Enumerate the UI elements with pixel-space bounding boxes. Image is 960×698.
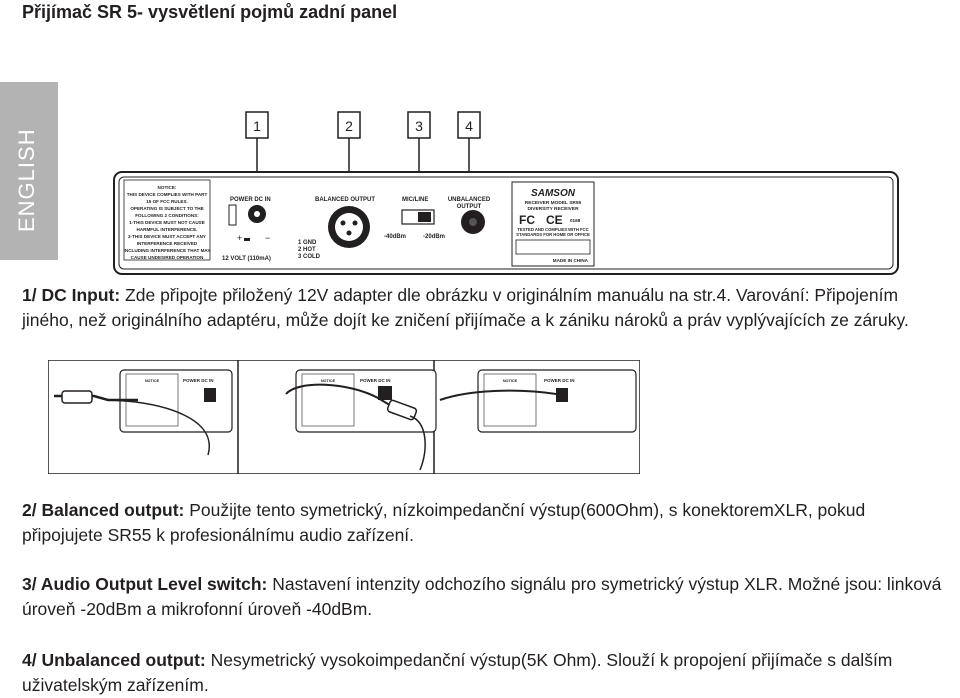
svg-text:DIVERSITY RECEIVER: DIVERSITY RECEIVER xyxy=(527,207,579,212)
svg-text:THIS DEVICE COMPLIES WITH PART: THIS DEVICE COMPLIES WITH PART xyxy=(126,192,208,197)
level-switch-label: 3/ Audio Output Level switch: xyxy=(22,574,268,594)
svg-text:3 COLD: 3 COLD xyxy=(298,254,321,260)
svg-text:15 OF FCC RULES.: 15 OF FCC RULES. xyxy=(146,199,188,204)
svg-text:-20dBm: -20dBm xyxy=(423,234,446,240)
svg-text:HARMFUL INTERFERENCE.: HARMFUL INTERFERENCE. xyxy=(136,227,198,232)
balanced-output-label: 2/ Balanced output: xyxy=(22,500,185,520)
svg-text:STANDARDS FOR HOME OR OFFICE: STANDARDS FOR HOME OR OFFICE xyxy=(516,232,590,237)
svg-text:MADE IN CHINA: MADE IN CHINA xyxy=(552,258,588,263)
unbalanced-output-text: Nesymetrický vysokoimpedanční výstup(5K Ohm). Slouží k propojení přijímače s dalším uživatelským zařízením. xyxy=(22,650,893,695)
svg-text:TESTED AND COMPLIES WITH FCC: TESTED AND COMPLIES WITH FCC xyxy=(517,227,589,232)
callout-1-label: 1 xyxy=(253,118,261,134)
svg-text:NOTICE:: NOTICE: xyxy=(157,185,177,190)
ce-logo: CE xyxy=(546,213,563,227)
callout-4-label: 4 xyxy=(465,118,473,134)
svg-text:POWER DC IN: POWER DC IN xyxy=(544,378,575,383)
level-switch-text: Nastavení intenzity odchozího signálu pro symetrický výstup XLR. Možné jsou: linková úroveň -20dBm a mikrofonní úroveň -40dBm. xyxy=(22,574,942,619)
svg-text:POWER DC IN: POWER DC IN xyxy=(183,378,214,383)
page-title: Přijímač SR 5- vysvětlení pojmů zadní panel xyxy=(22,2,398,22)
svg-text:+: + xyxy=(237,233,243,243)
svg-text:INTERFERENCE RECEIVED: INTERFERENCE RECEIVED xyxy=(136,241,198,246)
svg-text:OPERATING IS SUBJECT TO THE: OPERATING IS SUBJECT TO THE xyxy=(130,206,204,211)
rear-panel-diagram xyxy=(112,110,900,276)
svg-text:BALANCED OUTPUT: BALANCED OUTPUT xyxy=(315,197,375,203)
svg-text:NOTICE: NOTICE xyxy=(144,379,160,383)
svg-text:−: − xyxy=(265,233,271,243)
paragraph-level-switch xyxy=(22,572,950,622)
svg-text:2-THIS DEVICE MUST ACCEPT ANY: 2-THIS DEVICE MUST ACCEPT ANY xyxy=(127,234,207,239)
svg-text:1-THIS DEVICE MUST NOT CAUSE: 1-THIS DEVICE MUST NOT CAUSE xyxy=(129,220,205,225)
svg-text:-40dBm: -40dBm xyxy=(384,234,407,240)
svg-text:2 HOT: 2 HOT xyxy=(298,247,316,253)
paragraph-unbalanced-output xyxy=(22,648,950,698)
language-tab xyxy=(0,82,58,260)
paragraph-balanced-output xyxy=(22,498,950,548)
unbalanced-output-label: 4/ Unbalanced output: xyxy=(22,650,206,670)
paragraph-dc-input xyxy=(22,283,950,333)
svg-text:FOLLOWING 2 CONDITIONS:: FOLLOWING 2 CONDITIONS: xyxy=(135,213,199,218)
svg-text:NOTICE: NOTICE xyxy=(502,379,518,383)
svg-text:1 GND: 1 GND xyxy=(298,240,317,246)
svg-text:UNBALANCED: UNBALANCED xyxy=(447,197,491,203)
balanced-output-text: Použijte tento symetrický, nízkoimpedanční výstup(600Ohm), s konektoremXLR, pokud připojujete SR55 k profesionálnímu audio zařízení. xyxy=(22,500,866,545)
svg-text:INCLUDING INTERFERENCE THAT MA: INCLUDING INTERFERENCE THAT MAY xyxy=(123,248,211,253)
dc-input-label: 1/ DC Input: xyxy=(22,285,121,305)
voltage-label: 12 VOLT (110mA) xyxy=(222,256,271,262)
svg-text:CAUSE UNDESIRED OPERATION: CAUSE UNDESIRED OPERATION xyxy=(130,255,204,260)
callout-2-label: 2 xyxy=(345,118,353,134)
svg-text:MIC/LINE: MIC/LINE xyxy=(402,197,429,203)
language-tab-label: ENGLISH xyxy=(14,128,39,232)
brand-logo: SAMSON xyxy=(531,188,575,199)
svg-text:0168: 0168 xyxy=(570,218,581,223)
svg-text:RECEIVER MODEL SR55: RECEIVER MODEL SR55 xyxy=(524,201,582,206)
callout-3-label: 3 xyxy=(415,118,423,134)
dc-cable-illustration xyxy=(48,360,640,474)
svg-text:NOTICE: NOTICE xyxy=(320,379,336,383)
svg-text:POWER DC IN: POWER DC IN xyxy=(360,378,391,383)
fcc-logo: FC xyxy=(519,213,535,227)
svg-text:OUTPUT: OUTPUT xyxy=(456,204,482,210)
dc-input-text: Zde připojte přiložený 12V adapter dle obrázku v originálním manuálu na str.4. Varování: Připojením jiného, než originálního adaptéru, může dojít ke zničení přijímače a k zániku nároků a práv vyplývajících ze záruky. xyxy=(22,285,909,330)
fcc-notice xyxy=(124,180,211,260)
power-dc-in-label: POWER DC IN xyxy=(230,197,271,203)
